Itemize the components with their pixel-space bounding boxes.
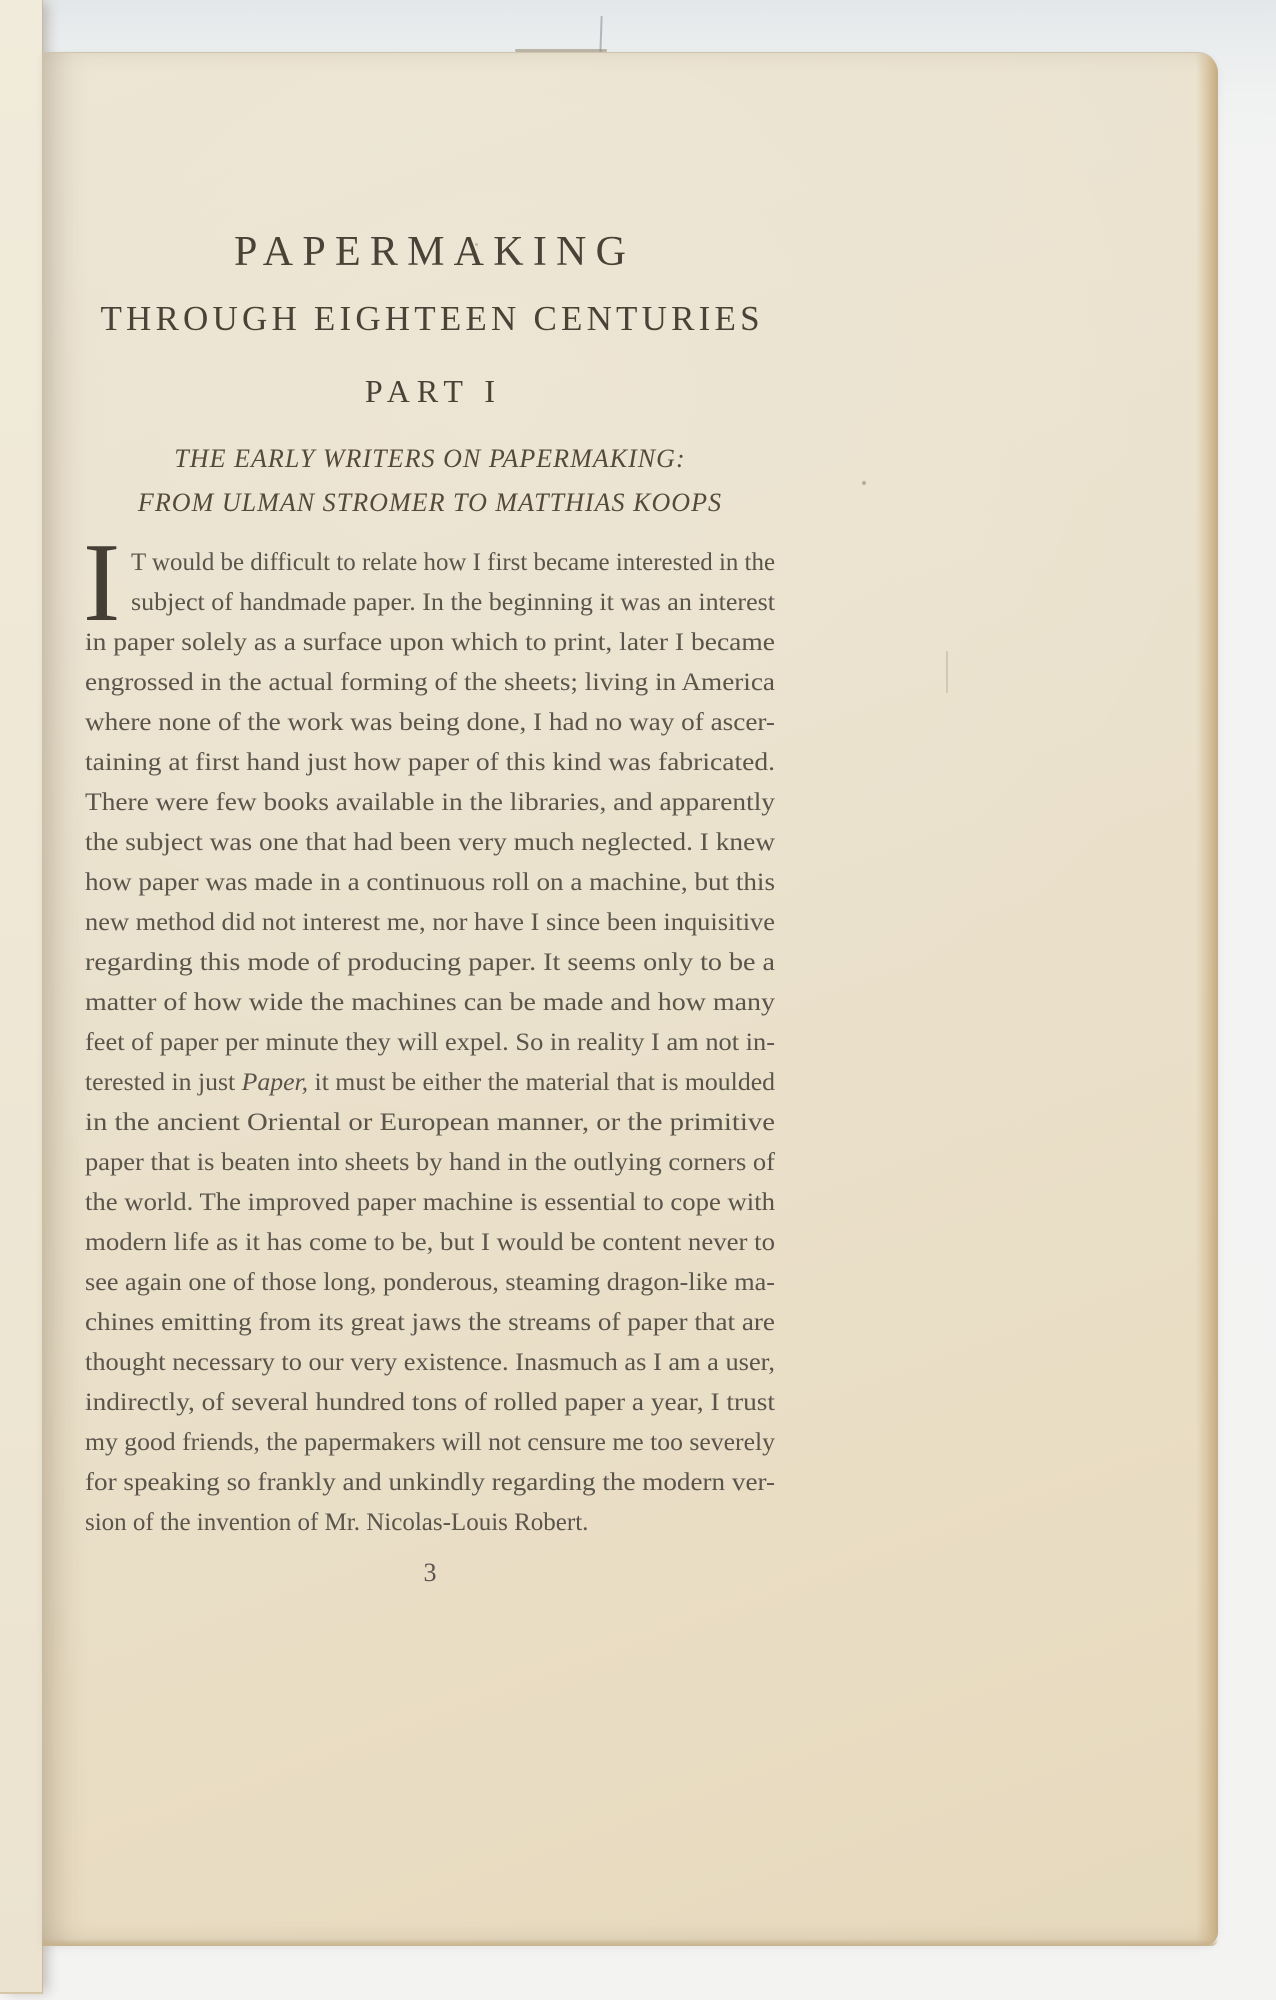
body-line: subject of handmade paper. In the beginning it was an interest bbox=[131, 589, 775, 616]
body-line: in paper solely as a surface upon which to print, later I became bbox=[85, 629, 776, 656]
body-line: There were few books available in the libraries, and apparently bbox=[85, 789, 775, 816]
body-line: in the ancient Oriental or European manner, or the primitive bbox=[85, 1109, 776, 1136]
body-line: terested in just Paper, it must be either the material that is moulded bbox=[85, 1069, 775, 1096]
body-line: my good friends, the papermakers will not censure me too severely bbox=[85, 1429, 775, 1456]
body-line: modern life as it has come to be, but I would be content never to bbox=[85, 1229, 775, 1256]
chapter-subtitle bbox=[85, 437, 775, 525]
body-line: feet of paper per minute they will expel. So in reality I am not in- bbox=[85, 1029, 776, 1056]
chapter-subtitle-line-1: THE EARLY WRITERS ON PAPERMAKING: bbox=[174, 444, 686, 473]
body-line: matter of how wide the machines can be made and how many bbox=[85, 989, 775, 1016]
body-line: how paper was made in a continuous roll on a machine, but this bbox=[85, 869, 775, 896]
body-line: see again one of those long, ponderous, steaming dragon-like ma- bbox=[85, 1269, 775, 1296]
book-page bbox=[42, 52, 1218, 1946]
page-bottom-edge bbox=[42, 1939, 1218, 1946]
margin-mark bbox=[946, 651, 948, 693]
body-line: chines emitting from its great jaws the streams of paper that are bbox=[85, 1309, 775, 1336]
body-line: indirectly, of several hundred tons of rolled paper a year, I trust bbox=[85, 1389, 775, 1416]
facing-page-edge bbox=[0, 0, 43, 1994]
body-line: taining at first hand just how paper of this kind was fabricated. bbox=[85, 749, 775, 776]
body-line: for speaking so frankly and unkindly regarding the modern ver- bbox=[85, 1469, 775, 1496]
body-line: sion of the invention of Mr. Nicolas-Louis Robert. bbox=[85, 1509, 589, 1536]
body-line: thought necessary to our very existence. Inasmuch as I am a user, bbox=[85, 1349, 775, 1376]
drop-cap: I bbox=[83, 521, 121, 645]
chapter-subtitle-line-2: FROM ULMAN STROMER TO MATTHIAS KOOPS bbox=[137, 488, 723, 517]
body-line: the subject was one that had been very much neglected. I knew bbox=[85, 829, 775, 856]
body-line: new method did not interest me, nor have I since been inquisitive bbox=[85, 909, 775, 936]
body-line: regarding this mode of producing paper. It seems only to be a bbox=[85, 949, 775, 976]
page-number: 3 bbox=[423, 1558, 437, 1587]
book-title-line-2: THROUGH EIGHTEEN CENTURIES bbox=[100, 299, 764, 338]
body-line: where none of the work was being done, I had no way of ascer- bbox=[85, 709, 775, 736]
body-line: T would be difficult to relate how I first became interested in the bbox=[131, 549, 775, 576]
body-line: the world. The improved paper machine is essential to cope with bbox=[85, 1189, 776, 1216]
body-line: engrossed in the actual forming of the sheets; living in America bbox=[85, 669, 775, 696]
book-title-line-1: PAPERMAKING bbox=[234, 229, 636, 275]
part-heading: PART I bbox=[364, 373, 503, 409]
body-text bbox=[83, 521, 776, 1543]
body-line: paper that is beaten into sheets by hand in the outlying corners of bbox=[85, 1149, 775, 1176]
paper-speck bbox=[862, 481, 866, 485]
page-deckle-edge bbox=[1196, 53, 1218, 1946]
